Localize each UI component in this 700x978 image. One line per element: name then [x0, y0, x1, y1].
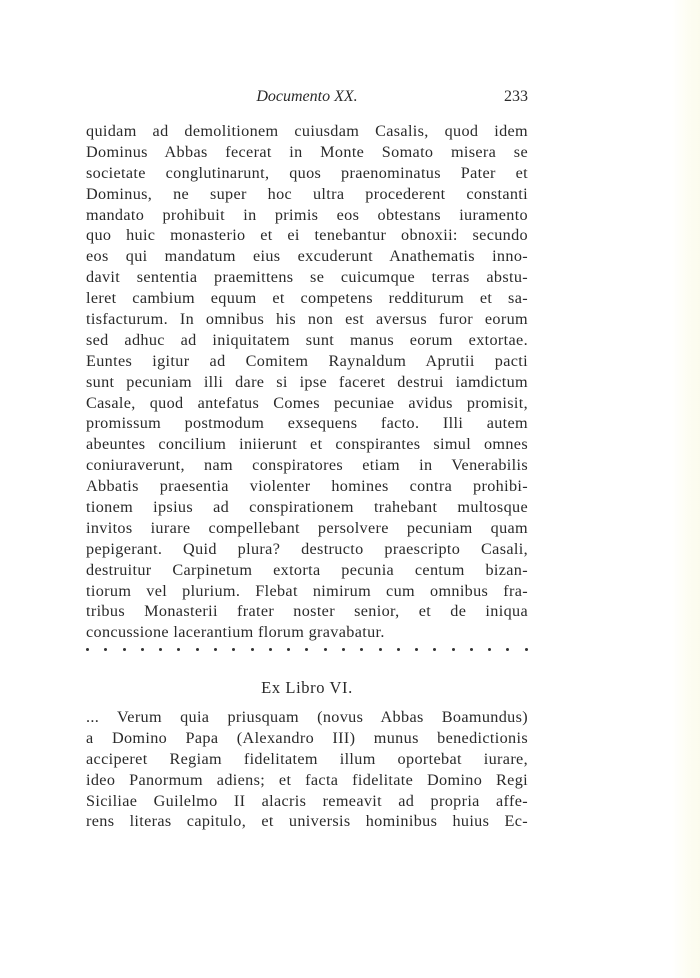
- text-line: Dominus, ne super hoc ultra procederent constanti: [86, 184, 528, 203]
- text-line: promissum postmodum exsequens facto. Illi autem: [86, 414, 528, 433]
- text-line: Siciliae Guilelmo II alacris remeavit ad propria affe-: [86, 791, 528, 810]
- text-line: societate conglutinarunt, quos praenominatus Pater et: [86, 163, 528, 182]
- body-text-2: [86, 707, 528, 832]
- separator-dot: [525, 648, 528, 651]
- separator-dot: [433, 648, 436, 651]
- text-line: Casale, quod antefatus Comes pecuniae avidus promisit,: [86, 393, 528, 412]
- separator-dot: [86, 648, 89, 651]
- text-line: tribus Monasterii frater noster senior, et de iniqua: [86, 602, 528, 621]
- text-line: invitos iurare compellebant persolvere pecuniam quam: [86, 518, 528, 537]
- text-line: sed adhuc ad iniquitatem sunt manus eorum extortae.: [86, 330, 528, 349]
- separator-dot: [159, 648, 162, 651]
- text-line: davit sententia praemittens se cuicumque terras abstu-: [86, 268, 528, 287]
- separator-dot: [214, 648, 217, 651]
- separator-dot: [342, 648, 345, 651]
- page-number: 233: [504, 88, 528, 105]
- running-title: Documento XX.: [256, 88, 358, 105]
- text-line: Euntes igitur ad Comitem Raynaldum Aprutii pacti: [86, 351, 528, 370]
- text-line: Abbatis praesentia violenter homines contra prohibi-: [86, 477, 528, 496]
- separator-dot: [415, 648, 418, 651]
- separator-dot: [287, 648, 290, 651]
- separator-dot: [123, 648, 126, 651]
- text-line: concussione lacerantium florum gravabatur.: [86, 623, 385, 642]
- separator-dot: [177, 648, 180, 651]
- separator-dot: [196, 648, 199, 651]
- text-line: mandato prohibuit in primis eos obtestans iuramento: [86, 205, 528, 224]
- text-line: Dominus Abbas fecerat in Monte Somato misera se: [86, 142, 528, 161]
- separator-dot: [397, 648, 400, 651]
- text-line: acciperet Regiam fidelitatem illum oportebat iurare,: [86, 749, 528, 768]
- separator-dot: [269, 648, 272, 651]
- text-line: quo huic monasterio et ei tenebantur obnoxii: secundo: [86, 226, 528, 245]
- text-line: tionem ipsius ad conspirationem trahebant multosque: [86, 498, 528, 517]
- separator-dot: [379, 648, 382, 651]
- text-line: abeuntes concilium iniierunt et conspirantes simul omnes: [86, 435, 528, 454]
- text-line: destruitur Carpinetum extorta pecunia centum bizan-: [86, 560, 528, 579]
- text-line: ideo Panormum adiens; et facta fidelitate Domino Regi: [86, 770, 528, 789]
- text-line: pepigerant. Quid plura? destructo praescripto Casali,: [86, 539, 528, 558]
- section-heading: Ex Libro VI.: [261, 678, 353, 697]
- text-line: quidam ad demolitionem cuiusdam Casalis, quod idem: [86, 122, 528, 140]
- separator-dot: [470, 648, 473, 651]
- text-line: eos qui mandatum eius excuderunt Anathematis inno-: [86, 247, 528, 266]
- separator-dot: [360, 648, 363, 651]
- separator-dot: [506, 648, 509, 651]
- body-text-1: [86, 121, 528, 643]
- text-line: tisfacturum. In omnibus his non est aversus furor eorum: [86, 310, 528, 329]
- page-header: [86, 88, 528, 108]
- separator-dot: [251, 648, 254, 651]
- text-line: ... Verum quia priusquam (novus Abbas Boamundus): [86, 708, 528, 726]
- separator-dot: [488, 648, 491, 651]
- separator-dot: [324, 648, 327, 651]
- ellipsis-separator: [86, 648, 528, 651]
- text-line: rens literas capitulo, et universis hominibus huius Ec-: [86, 812, 528, 831]
- text-line: a Domino Papa (Alexandro III) munus benedictionis: [86, 728, 528, 747]
- separator-dot: [104, 648, 107, 651]
- separator-dot: [452, 648, 455, 651]
- text-line: leret cambium equum et competens redditurum et sa-: [86, 289, 528, 308]
- text-line: tiorum vel plurium. Flebat nimirum cum omnibus fra-: [86, 581, 528, 600]
- separator-dot: [305, 648, 308, 651]
- page-edge-shading: [672, 0, 700, 978]
- text-line: coniuraverunt, nam conspiratores etiam in Venerabilis: [86, 456, 528, 475]
- text-line: sunt pecuniam illi dare si ipse faceret destrui iamdictum: [86, 372, 528, 391]
- separator-dot: [141, 648, 144, 651]
- separator-dot: [232, 648, 235, 651]
